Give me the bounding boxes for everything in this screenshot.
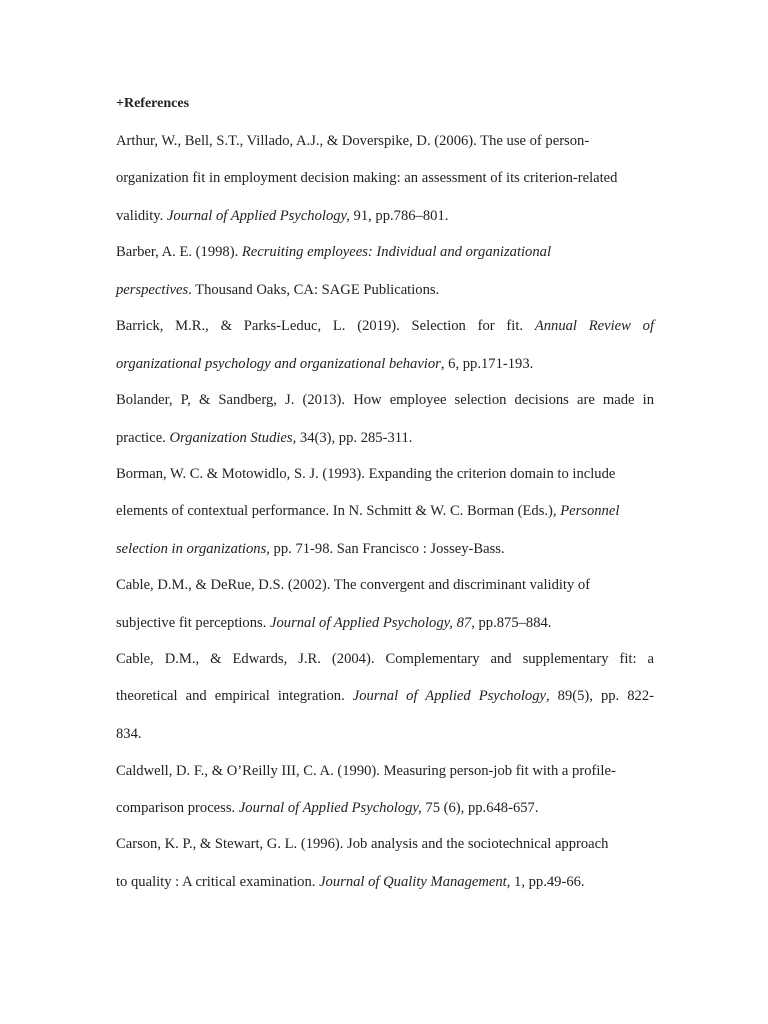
italic-text: organizational psychology and organizational behavior	[116, 356, 441, 372]
italic-text: Annual Review of	[534, 318, 654, 334]
text-run: Carson, K. P., & Stewart, G. L. (1996). Job analysis and the sociotechnical approach	[116, 836, 609, 852]
text-run: theoretical and empirical integration.	[116, 688, 353, 704]
reference-line	[116, 575, 654, 595]
italic-text: Journal of Applied Psychology	[352, 688, 546, 704]
text-run: subjective fit perceptions.	[116, 615, 270, 631]
reference-line	[116, 131, 654, 151]
reference-line	[116, 390, 654, 410]
reference-line	[116, 872, 654, 892]
italic-text: Journal of Quality Management	[319, 874, 507, 890]
text-run: , pp.875–884.	[471, 615, 552, 631]
text-run: validity.	[116, 208, 167, 224]
italic-text: selection in organizations,	[116, 541, 270, 557]
reference-line	[116, 539, 654, 559]
reference-line	[116, 649, 654, 669]
reference-line	[116, 501, 654, 521]
text-run: Caldwell, D. F., & O’Reilly III, C. A. (1990). Measuring person-job fit with a profile-	[116, 763, 616, 779]
text-run: Arthur, W., Bell, S.T., Villado, A.J., & Doverspike, D. (2006). The use of person-	[116, 133, 590, 149]
reference-line	[116, 613, 654, 633]
italic-text: perspectives	[116, 282, 189, 298]
text-run: Cable, D.M., & DeRue, D.S. (2002). The convergent and discriminant validity of	[116, 577, 591, 593]
reference-line	[116, 428, 654, 448]
reference-line	[116, 834, 654, 854]
text-run: 75 (6), pp.648-657.	[421, 800, 539, 816]
italic-text: Organization Studies,	[169, 430, 297, 446]
text-run: to quality : A critical examination.	[116, 874, 320, 890]
italic-text: Journal of Applied Psychology,	[238, 800, 422, 816]
text-run: Borman, W. C. & Motowidlo, S. J. (1993). Expanding the criterion domain to include	[116, 466, 616, 482]
text-run: . Thousand Oaks, CA: SAGE Publications.	[188, 282, 440, 298]
text-run: , 1, pp.49-66.	[506, 874, 585, 890]
text-run: 834.	[116, 726, 142, 742]
reference-line	[116, 761, 654, 781]
text-run: , 89(5), pp. 822-	[546, 688, 654, 704]
text-run: Barrick, M.R., & Parks-Leduc, L. (2019). Selection for fit.	[116, 318, 535, 334]
italic-text: 87	[456, 615, 472, 631]
reference-line	[116, 280, 654, 300]
text-run: elements of contextual performance. In N. Schmitt & W. C. Borman (Eds.),	[116, 503, 561, 519]
text-run: Cable, D.M., & Edwards, J.R. (2004). Complementary and supplementary fit: a	[116, 651, 654, 667]
text-run: Bolander, P, & Sandberg, J. (2013). How employee selection decisions are made in	[116, 392, 654, 408]
text-run: 91, pp.786–801.	[349, 208, 449, 224]
italic-text: Journal of Applied Psychology,	[166, 208, 350, 224]
reference-line	[116, 724, 654, 744]
text-run: pp. 71-98. San Francisco : Jossey-Bass.	[269, 541, 505, 557]
reference-line	[116, 686, 654, 706]
reference-line	[116, 354, 654, 374]
text-run: Barber, A. E. (1998).	[116, 244, 242, 260]
reference-line	[116, 206, 654, 226]
reference-line	[116, 464, 654, 484]
text-run: comparison process.	[116, 800, 239, 816]
references-heading: +References	[116, 96, 190, 111]
italic-text: Journal of Applied Psychology,	[270, 615, 453, 631]
reference-line	[116, 168, 654, 188]
text-run: , 6, pp.171-193.	[440, 356, 534, 372]
italic-text: Personnel	[560, 503, 620, 519]
text-run: practice.	[116, 430, 170, 446]
text-run: 34(3), pp. 285-311.	[296, 430, 413, 446]
italic-text: Recruiting employees: Individual and organizational	[241, 244, 551, 260]
reference-line	[116, 798, 654, 818]
reference-line	[116, 242, 654, 262]
text-run: organization fit in employment decision making: an assessment of its criterion-related	[116, 170, 618, 186]
reference-line	[116, 316, 654, 336]
